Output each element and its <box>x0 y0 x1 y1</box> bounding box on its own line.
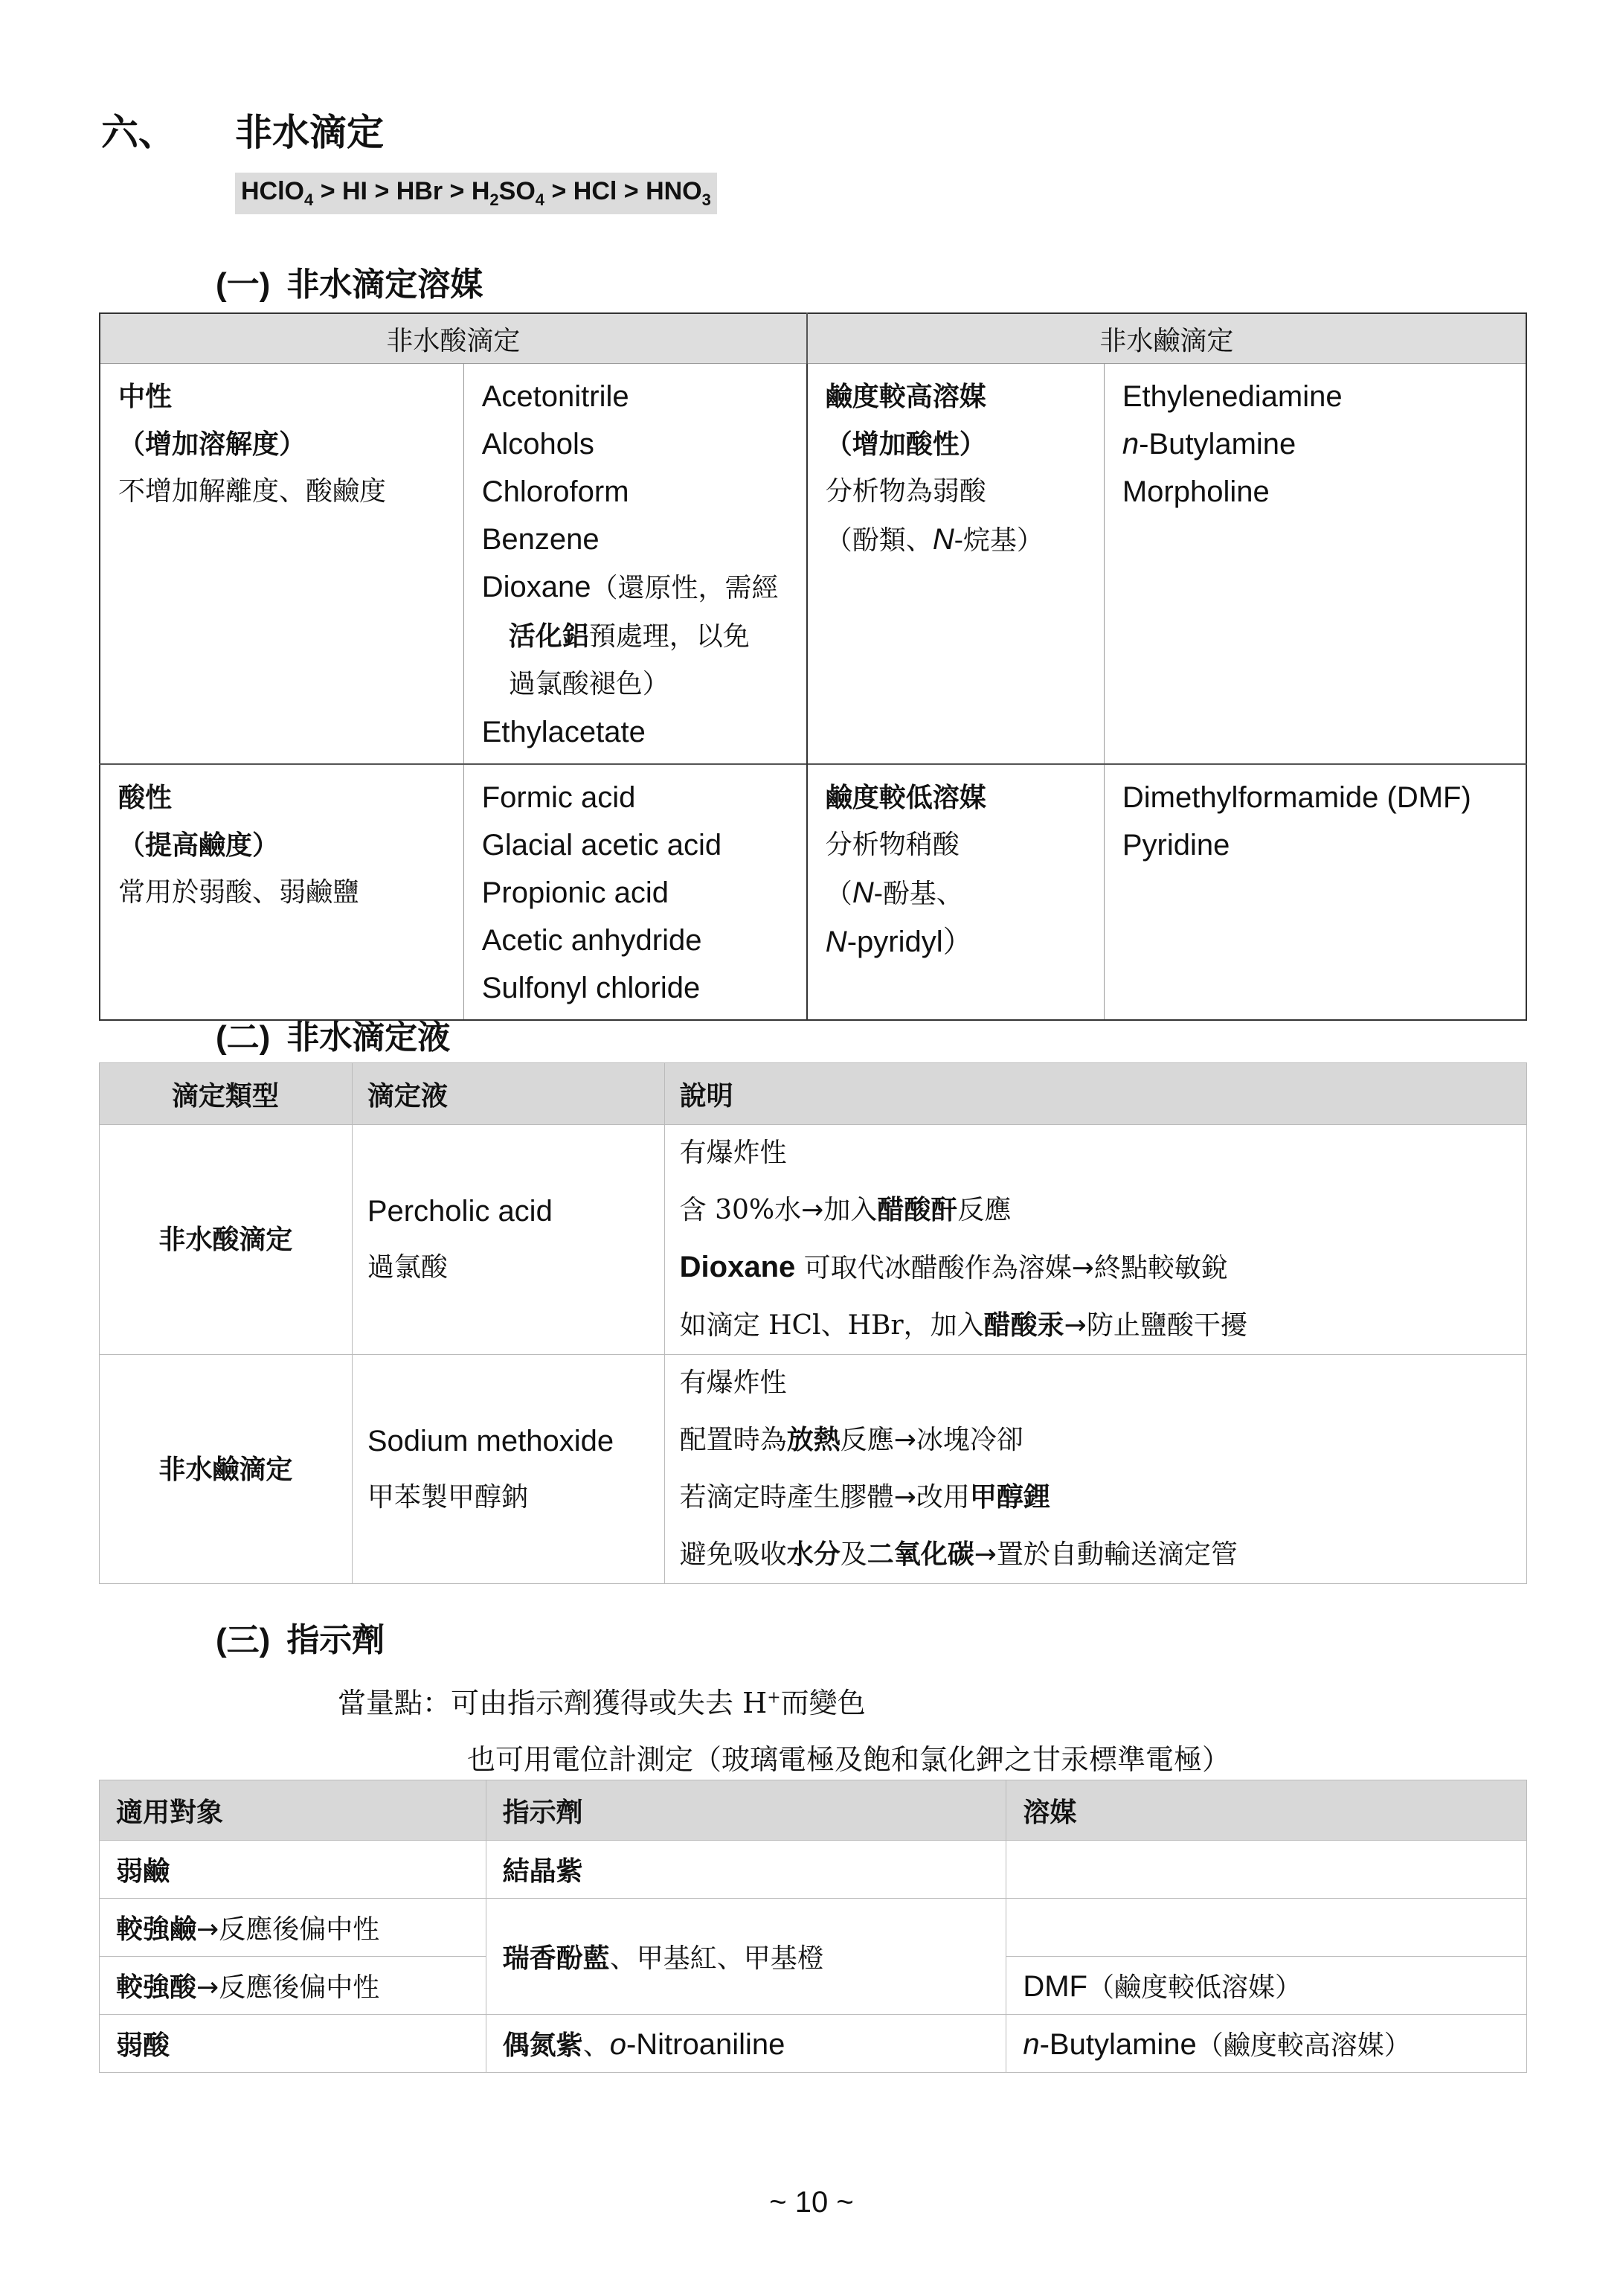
acidic-solvents: Formic acid Glacial acetic acid Propionic acid Acetic anhydride Sulfonyl chloride <box>463 764 807 1020</box>
header-base-titration: 非水鹼滴定 <box>807 313 1526 364</box>
table-row: 較強鹼→反應後偏中性 瑞香酚藍、甲基紅、甲基橙 <box>100 1899 1527 1957</box>
page-number: ~ 10 ~ <box>769 2186 854 2219</box>
potentiometer-note: 也可用電位計測定（玻璃電極及飽和氯化鉀之甘汞標準電極） <box>467 1743 1231 1776</box>
heading-title: 非水滴定 <box>235 110 384 154</box>
solvent-table <box>99 312 1527 1021</box>
header-notes: 說明 <box>664 1063 1526 1125</box>
subsection-titrants: (二) 非水滴定液 <box>216 1019 451 1056</box>
table-row: 較強酸→反應後偏中性 DMF（鹼度較低溶媒） <box>100 1957 1527 2015</box>
header-target: 適用對象 <box>100 1780 486 1841</box>
acid-strength-order: HClO$_4$ > HI > HBr > $H_2SO_4$ > HCl > $HNO_3$ <box>235 173 717 214</box>
indicator-table <box>99 1780 1527 2073</box>
header-solvent: 溶媒 <box>1006 1780 1527 1841</box>
header-titrant: 滴定液 <box>352 1063 664 1125</box>
neutral-category: 中性 （增加溶解度） 不增加解離度、酸鹼度 <box>100 364 463 765</box>
low-basicity-solvents: Dimethylformamide (DMF) Pyridine <box>1104 764 1526 1020</box>
equivalence-note: 當量點：可由指示劑獲得或失去 H+而變色 <box>338 1687 866 1719</box>
header-acid-titration: 非水酸滴定 <box>100 313 807 364</box>
section-heading <box>101 103 384 156</box>
acidic-category: 酸性 （提高鹼度） 常用於弱酸、弱鹼鹽 <box>100 764 463 1020</box>
subsection-indicators: (三) 指示劑 <box>216 1621 385 1659</box>
heading-number: 六、 <box>101 110 176 154</box>
neutral-solvents: Acetonitrile Alcohols Chloroform Benzene Dioxane（還原性，需經 活化鋁預處理，以免 過氯酸褪色） Ethylacetate <box>463 364 807 765</box>
table-row: 弱酸 偶氮紫、o-Nitroaniline n-Butylamine（鹼度較高溶媒） <box>100 2015 1527 2073</box>
titrant-table <box>99 1062 1527 1584</box>
table-row: 非水酸滴定 Percholic acid 過氯酸 有爆炸性 含 30%水→加入醋酸酐反應 Dioxane 可取代冰醋酸作為溶媒→終點較敏銳 如滴定 HCl、HBr，加入醋酸汞→防止鹽酸干擾 <box>100 1125 1527 1355</box>
header-indicator: 指示劑 <box>486 1780 1006 1841</box>
table-row: 弱鹼 結晶紫 <box>100 1841 1527 1899</box>
subsection-solvents: (一) 非水滴定溶媒 <box>216 266 483 304</box>
header-type: 滴定類型 <box>100 1063 353 1125</box>
high-basicity-solvents: Ethylenediamine n-Butylamine Morpholine <box>1122 380 1343 508</box>
high-basicity-category: 鹼度較高溶媒 （增加酸性） 分析物為弱酸 （酚類、N-烷基） <box>807 364 1105 765</box>
table-row: 非水鹼滴定 Sodium methoxide 甲苯製甲醇鈉 有爆炸性 配置時為放熱反應→冰塊冷卻 若滴定時產生膠體→改用甲醇鋰 避免吸收水分及二氧化碳→置於自動輸送滴定管 <box>100 1355 1527 1584</box>
low-basicity-category: 鹼度較低溶媒 分析物稍酸 （N-酚基、 N-pyridyl） <box>807 764 1105 1020</box>
